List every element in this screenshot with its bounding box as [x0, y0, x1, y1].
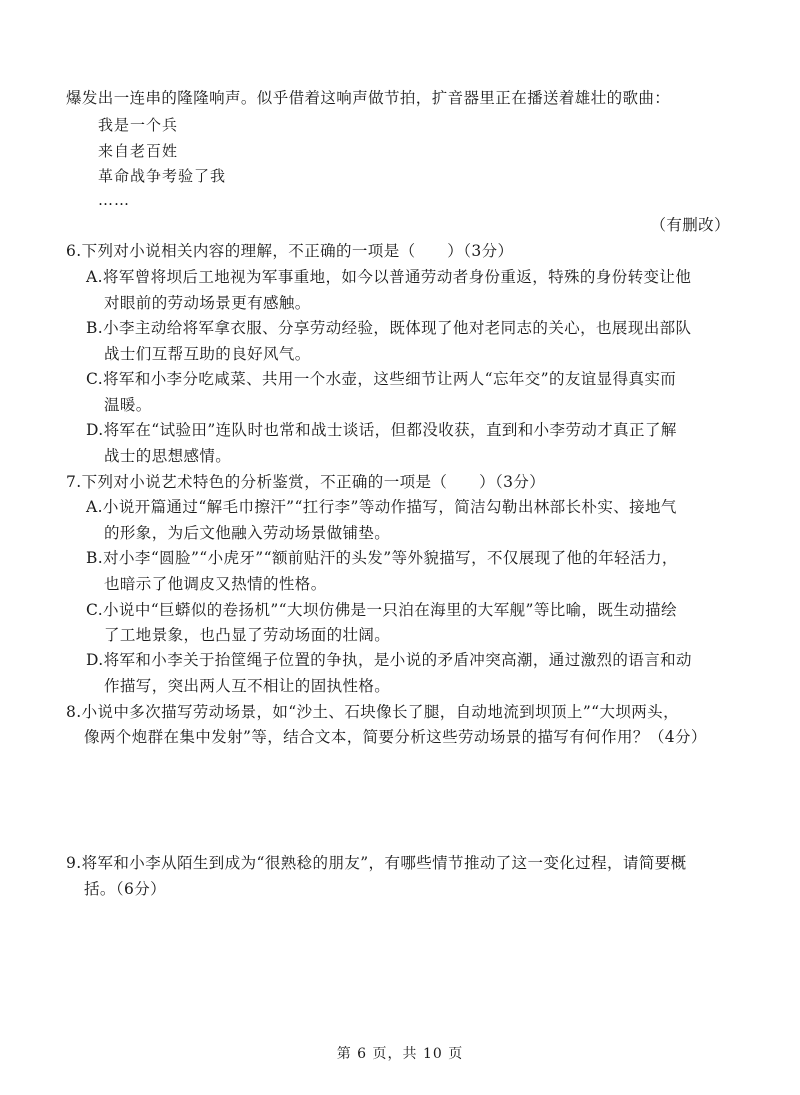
q9-line1: 9.将军和小李从陌生到成为“很熟稔的朋友”，有哪些情节推动了这一变化过程，请简要概	[66, 854, 687, 872]
edit-note: （有删改）	[650, 216, 730, 234]
q6-option-c-line2: 温暖。	[104, 396, 152, 414]
q9-line2: 括。（6分）	[84, 880, 167, 898]
q6-option-a-line2: 对眼前的劳动场景更有感触。	[104, 294, 311, 312]
q8-line1: 8.小说中多次描写劳动场景，如“沙土、石块像长了腿，自动地流到坝顶上”“大坝两头，	[66, 703, 679, 721]
page-number: 第 6 页，共 10 页	[336, 1046, 464, 1062]
q7-option-d-line2: 作描写，突出两人互不相让的固执性格。	[104, 677, 391, 695]
song-line-3: 革命战争考验了我	[98, 167, 227, 185]
q7-option-c-line2: 了工地景象，也凸显了劳动场面的壮阔。	[104, 626, 391, 644]
q7-option-a-line2: 的形象，为后文他融入劳动场景做铺垫。	[104, 524, 391, 542]
q6-option-d-line1: D.将军在“试验田”连队时也常和战士谈话，但都没收获，直到和小李劳动才真正了解	[86, 421, 677, 439]
q7-option-d-line1: D.将军和小李关于抬筐绳子位置的争执，是小说的矛盾冲突高潮，通过激烈的语言和动	[86, 651, 692, 669]
q7-option-b-line2: 也暗示了他调皮又热情的性格。	[104, 575, 327, 593]
q7-option-b-line1: B.对小李“圆脸”“小虎牙”“额前贴汗的头发”等外貌描写，不仅展现了他的年轻活力，	[86, 549, 678, 567]
song-line-4: ……	[98, 191, 130, 209]
q6-option-c-line1: C.将军和小李分吃咸菜、共用一个水壶，这些细节让两人“忘年交”的友谊显得真实而	[86, 370, 677, 388]
q8-line2: 像两个炮群在集中发射”等，结合文本，简要分析这些劳动场景的描写有何作用？（4分）	[84, 728, 707, 746]
q7-stem: 7.下列对小说艺术特色的分析鉴赏，不正确的一项是（ ）（3分）	[66, 473, 546, 491]
q6-option-b-line1: B.小李主动给将军拿衣服、分享劳动经验，既体现了他对老同志的关心，也展现出部队	[86, 319, 692, 337]
song-line-2: 来自老百姓	[98, 142, 179, 160]
q7-option-a-line1: A.小说开篇通过“解毛巾擦汗”“扛行李”等动作描写，简洁勾勒出林部长朴实、接地气	[86, 498, 677, 516]
q6-stem: 6.下列对小说相关内容的理解，不正确的一项是（ ）（3分）	[66, 242, 514, 260]
q6-option-b-line2: 战士们互帮互助的良好风气。	[104, 345, 311, 363]
q6-option-a-line1: A.将军曾将坝后工地视为军事重地，如今以普通劳动者身份重返，特殊的身份转变让他	[86, 268, 692, 286]
passage-line: 爆发出一连串的隆隆响声。似乎借着这响声做节拍，扩音器里正在播送着雄壮的歌曲：	[66, 89, 671, 107]
q6-option-d-line2: 战士的思想感情。	[104, 447, 232, 465]
q7-option-c-line1: C.小说中“巨蟒似的卷扬机”“大坝仿佛是一只泊在海里的大军舰”等比喻，既生动描绘	[86, 601, 677, 619]
song-line-1: 我是一个兵	[98, 116, 179, 134]
